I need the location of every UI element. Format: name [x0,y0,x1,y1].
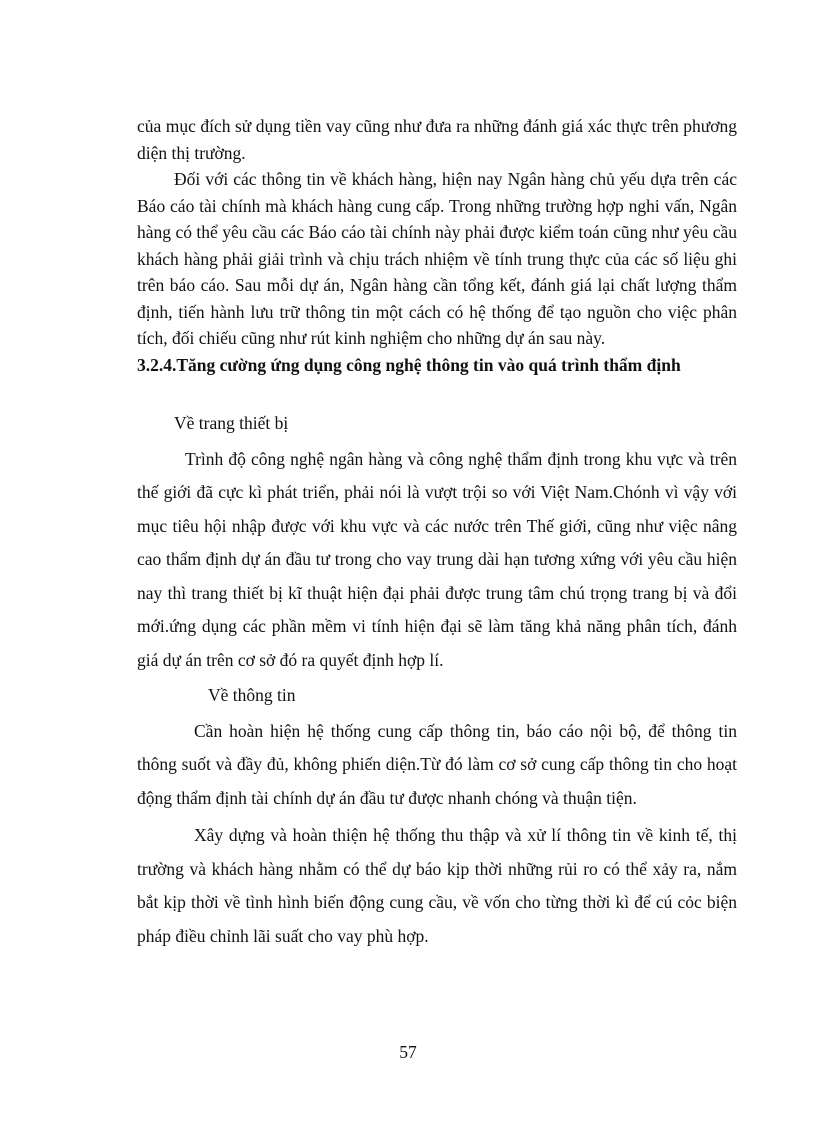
paragraph-information-1: Cần hoàn hiện hệ thống cung cấp thông tin, báo cáo nội bộ, để thông tin thông suốt và đầy đủ, không phiến diện.Từ đó làm cơ sở cung cấp thông tin cho hoạt động thẩm định tài chính dự án đầu tư được nhanh chóng và thuận tiện. [137,720,737,808]
paragraph-information-2: Xây dựng và hoàn thiện hệ thống thu thập và xử lí thông tin về kinh tế, thị trường và khách hàng nhằm có thể dự báo kịp thời những rủi ro có thể xảy ra, nắm bắt kịp thời về tình hình biến động cung cầu, về vốn cho từng thời kì để cú cỏc biện pháp điều chỉnh lãi suất cho vay phù hợp. [137,825,737,946]
section-heading: 3.2.4.Tăng cường ứng dụng công nghệ thông tin vào quá trình thẩm định [137,354,681,375]
lower-text-block [137,407,737,953]
paragraph-equipment: Trình độ công nghệ ngân hàng và công nghệ thẩm định trong khu vực và trên thế giới đã cực kì phát triển, phải nói là vượt trội so với Việt Nam.Chónh vì vậy với mục tiêu hội nhập được với khu vực và các nước trên Thế giới, cũng như việc nâng cao thẩm định dự án đầu tư trong cho vay trung dài hạn tương xứng với yêu cầu hiện nay thì trang thiết bị kĩ thuật hiện đại phải được trung tâm chú trọng trang bị và đổi mới.ứng dụng các phần mềm vi tính hiện đại sẽ làm tăng khả năng phân tích, đánh giá dự án trên cơ sở đó ra quyết định hợp lí. [137,448,737,670]
subheading-equipment: Về trang thiết bị [174,413,289,433]
paragraph-intro-end: của mục đích sử dụng tiền vay cũng như đưa ra những đánh giá xác thực trên phương diện thị trường. [137,116,737,163]
upper-text-block [137,113,737,378]
page-number: 57 [399,1042,417,1062]
paragraph-customer-info: Đối với các thông tin về khách hàng, hiện nay Ngân hàng chủ yếu dựa trên các Báo cáo tài chính mà khách hàng cung cấp. Trong những trường hợp nghi vấn, Ngân hàng có thể yêu cầu các Báo cáo tài chính này phải được kiểm toán cũng như yêu cầu khách hàng phải giải trình và chịu trách nhiệm về tính trung thực của các số liệu ghi trên báo cáo. Sau mỗi dự án, Ngân hàng cần tổng kết, đánh giá lại chất lượng thẩm định, tiến hành lưu trữ thông tin một cách có hệ thống để tạo nguồn cho việc phân tích, đối chiếu cũng như rút kinh nghiệm cho những dự án sau này. [137,169,737,348]
subheading-information: Về thông tin [208,685,296,705]
